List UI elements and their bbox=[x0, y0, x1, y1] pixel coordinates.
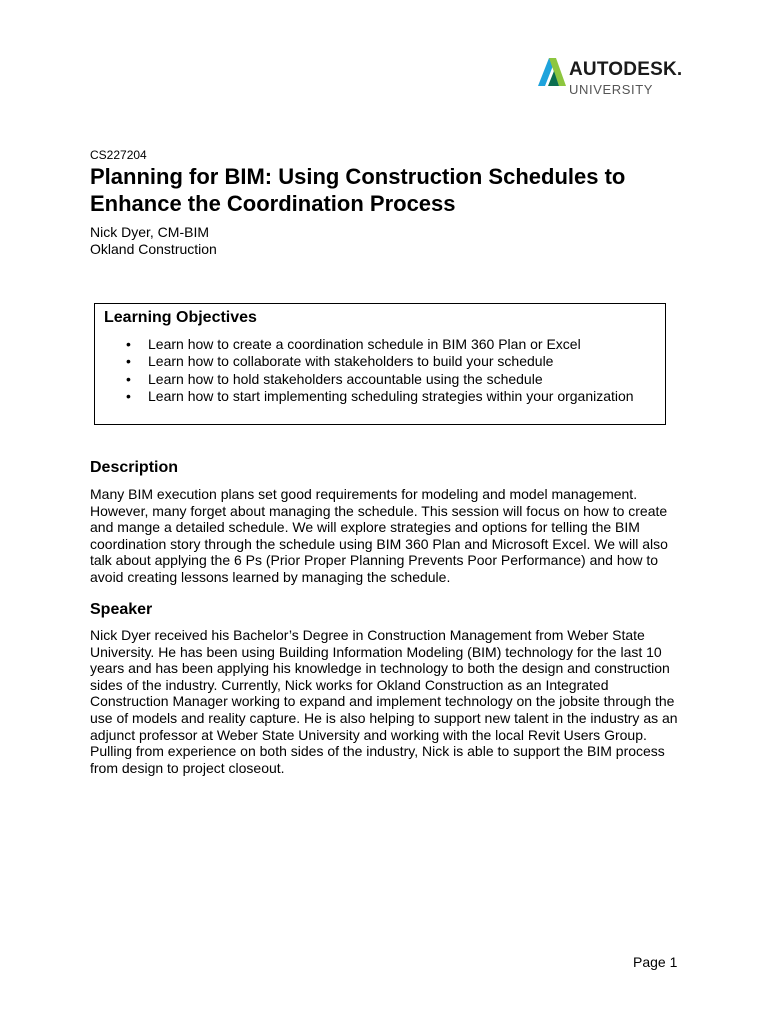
session-code: CS227204 bbox=[90, 148, 147, 162]
autodesk-logo-icon bbox=[538, 58, 566, 86]
learning-objectives-heading: Learning Objectives bbox=[104, 309, 257, 326]
autodesk-university-logo bbox=[538, 56, 688, 100]
objective-text: Learn how to collaborate with stakeholders to build your schedule bbox=[148, 353, 554, 370]
list-item bbox=[105, 336, 634, 353]
author-block bbox=[90, 224, 217, 258]
list-item bbox=[105, 371, 634, 388]
list-item bbox=[105, 353, 634, 370]
description-heading: Description bbox=[90, 459, 179, 476]
author-name: Nick Dyer, CM-BIM bbox=[90, 224, 209, 240]
description-text: Many BIM execution plans set good requirements for modeling and model management. However, many forget about managing the schedule. This session will focus on how to create and mange a detailed schedule. We will explore strategies and options for telling the BIM coordination story through the schedule using BIM 360 Plan and Microsoft Excel. We will also talk about applying the 6 Ps (Prior Proper Planning Prevents Poor Performance) and how to avoid creating lessons learned by managing the schedule. bbox=[90, 486, 668, 585]
objective-text: Learn how to hold stakeholders accountable using the schedule bbox=[148, 370, 543, 387]
page-title: Planning for BIM: Using Construction Schedules to Enhance the Coordination Process bbox=[90, 164, 626, 216]
objective-text: Learn how to start implementing scheduling strategies within your organization bbox=[148, 388, 634, 405]
speaker-text: Nick Dyer received his Bachelor’s Degree in Construction Management from Weber State University. He has been using Building Information Modeling (BIM) technology for the last 10 years and has been applying his knowledge in technology to both the design and construction sides of the industry. Currently, Nick works for Okland Construction as an Integrated Construction Manager working to expand and implement technology on the jobsite through the use of models and reality capture. He is also helping to support new talent in the industry as an adjunct professor at Weber State University and working with the local Revit Users Group. Pulling from experience on both sides of the industry, Nick is able to support the BIM process from design to project closeout. bbox=[90, 627, 678, 776]
bullet-icon: • bbox=[126, 370, 131, 387]
logo-sub-text: UNIVERSITY bbox=[569, 82, 654, 97]
list-item bbox=[105, 388, 634, 405]
logo-brand-text: AUTODESK. bbox=[569, 59, 683, 80]
objective-text: Learn how to create a coordination schedule in BIM 360 Plan or Excel bbox=[148, 336, 581, 352]
learning-objectives-box bbox=[94, 303, 666, 425]
bullet-icon: • bbox=[126, 353, 131, 370]
page-number: Page 1 bbox=[633, 954, 678, 970]
author-company: Okland Construction bbox=[90, 241, 217, 257]
bullet-icon: • bbox=[126, 388, 131, 405]
bullet-icon: • bbox=[126, 336, 131, 352]
speaker-heading: Speaker bbox=[90, 601, 153, 618]
learning-objectives-list bbox=[105, 336, 634, 406]
